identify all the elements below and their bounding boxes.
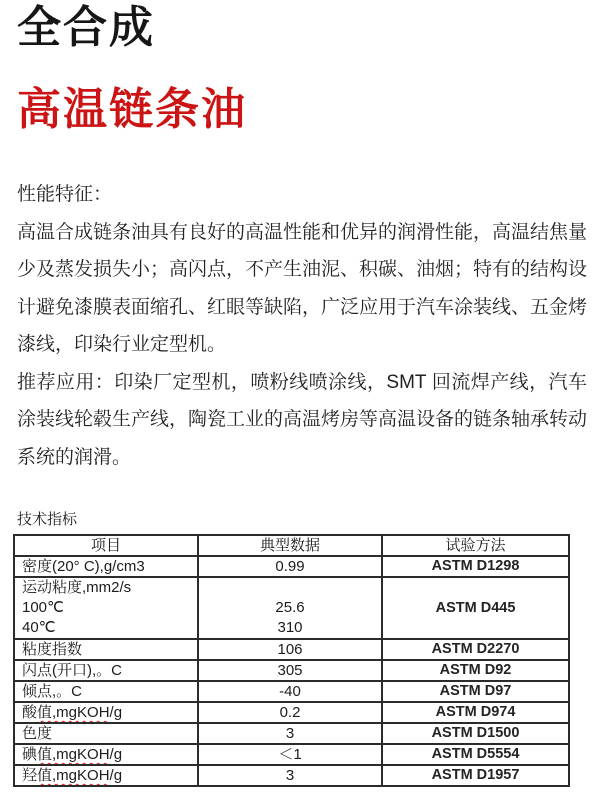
spec-table-caption: 技术指标 — [17, 511, 78, 528]
spec-row-value: -40 — [198, 681, 382, 702]
spec-row-label: 闪点(开口),。C — [14, 660, 198, 681]
spec-row-value: 0.2 — [198, 702, 382, 723]
spec-table — [13, 534, 570, 787]
spec-row-method: ASTM D1298 — [382, 556, 569, 577]
column-header-test-method: 试验方法 — [382, 535, 569, 556]
spec-row-method: ASTM D1957 — [382, 765, 569, 786]
product-name-title: 高温链条油 — [17, 85, 247, 134]
table-row-hydroxyl-value — [14, 765, 569, 786]
spec-row-value: 0.99 — [198, 556, 382, 577]
spec-row-value: ＜1 — [198, 744, 382, 765]
table-row-viscosity-index — [14, 639, 569, 660]
spec-row-value: 25.6 310 — [198, 577, 382, 639]
spec-row-value: 106 — [198, 639, 382, 660]
table-row-pour-point — [14, 681, 569, 702]
spellcheck-squiggle: 值,mgKOH — [37, 746, 110, 763]
spellcheck-squiggle: 值,mgKOH — [37, 704, 110, 721]
body-text-block — [17, 176, 587, 476]
spec-row-label: 粘度指数 — [14, 639, 198, 660]
spec-row-label: 羟值,mgKOH/g — [14, 765, 198, 786]
spec-row-label: 运动粘度,mm2/s 100℃ 40℃ — [14, 577, 198, 639]
column-header-item: 项目 — [14, 535, 198, 556]
spec-row-value: 3 — [198, 765, 382, 786]
spec-table-header-row — [14, 535, 569, 556]
spec-row-method: ASTM D445 — [382, 577, 569, 639]
recommended-applications: 推荐应用：印染厂定型机，喷粉线喷涂线，SMT 回流焊产线，汽车涂装线轮毂生产线，陶瓷工业的高温烤房等高温设备的链条轴承转动系统的润滑。 — [17, 371, 588, 468]
spec-row-method: ASTM D2270 — [382, 639, 569, 660]
performance-heading: 性能特征： — [17, 184, 113, 205]
spellcheck-squiggle: 值,mgKOH — [37, 767, 110, 784]
spec-row-label: 密度(20° C),g/cm3 — [14, 556, 198, 577]
table-row-density — [14, 556, 569, 577]
spec-row-value: 3 — [198, 723, 382, 744]
spec-row-method: ASTM D97 — [382, 681, 569, 702]
spec-row-method: ASTM D1500 — [382, 723, 569, 744]
table-row-acid-value — [14, 702, 569, 723]
column-header-typical-data: 典型数据 — [198, 535, 382, 556]
product-series-title: 全合成 — [17, 3, 155, 52]
spec-row-label: 倾点,。C — [14, 681, 198, 702]
table-row-iodine-value — [14, 744, 569, 765]
spec-row-label: 色度 — [14, 723, 198, 744]
spec-row-method: ASTM D92 — [382, 660, 569, 681]
table-row-flash-point — [14, 660, 569, 681]
table-row-color — [14, 723, 569, 744]
spec-row-method: ASTM D974 — [382, 702, 569, 723]
performance-description: 高温合成链条油具有良好的高温性能和优异的润滑性能，高温结焦量少及蒸发损失小；高闪点，不产生油泥、积碳、油烟；特有的结构设计避免漆膜表面缩孔、红眼等缺陷，广泛应用于汽车涂装线、五金烤漆线，印染行业定型机。 — [17, 221, 588, 355]
spec-row-value: 305 — [198, 660, 382, 681]
spec-row-label: 酸值,mgKOH/g — [14, 702, 198, 723]
table-row-viscosity — [14, 577, 569, 639]
spec-row-label: 碘值,mgKOH/g — [14, 744, 198, 765]
spec-row-method: ASTM D5554 — [382, 744, 569, 765]
